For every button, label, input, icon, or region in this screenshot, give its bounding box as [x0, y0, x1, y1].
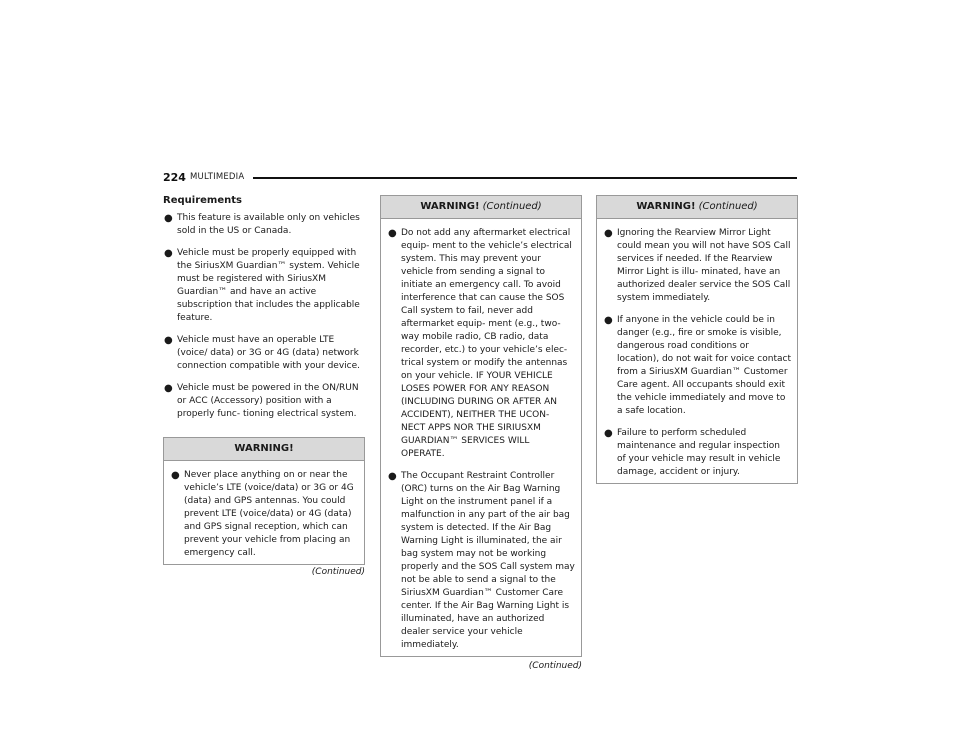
- requirements-heading: Requirements: [163, 195, 242, 206]
- section-title: MULTIMEDIA: [190, 172, 245, 182]
- warning-body: [381, 219, 581, 656]
- header-rule: [253, 177, 797, 179]
- list-item: ● Vehicle must be powered in the ON/RUN or ACC (Accessory) position with a properly func- tioning electrical system.: [164, 383, 359, 419]
- continued-label: (Continued): [528, 661, 582, 671]
- warning-title: WARNING!: [420, 201, 480, 212]
- list-item: ● If anyone in the vehicle could be in danger (e.g., fire or smoke is visible, dangerous road conditions or location), do not wait for voice contact from a SiriusXM Guardian™ Customer Care agent. All occupants should exit the vehicle immediately and move to a safe location.: [604, 315, 791, 416]
- warning-box: [163, 437, 365, 565]
- bullet-icon: ●: [164, 335, 173, 346]
- list-item: ● This feature is available only on vehicles sold in the US or Canada.: [164, 213, 360, 236]
- warning-body: [164, 461, 364, 564]
- bullet-icon: ●: [164, 383, 173, 394]
- list-item: ● Do not add any aftermarket electrical equip- ment to the vehicle’s electrical system. This may prevent your vehicle from sending a signal to initiate an emergency call. To avoid interference that can cause the SOS Call system to fail, never add aftermarket equip- ment (e.g., two-way mobile radio, CB radio, data recorder, etc.) to your vehicle’s elec- trical system or modify the antennas on your vehicle. IF YOUR VEHICLE LOSES POWER FOR ANY REASON (INCLUDING DURING OR AFTER AN ACCIDENT), NEITHER THE UCON- NECT APPS NOR THE SIRIUSXM GUARDIAN™ SERVICES WILL OPERATE.: [388, 228, 572, 459]
- column-3: [596, 195, 798, 484]
- bullet-icon: ●: [388, 228, 397, 239]
- page-header: [163, 171, 797, 187]
- list-item: ● Failure to perform scheduled maintenance and regular inspection of your vehicle may result in vehicle damage, accident or injury.: [604, 428, 781, 477]
- list-item: ● Never place anything on or near the vehicle’s LTE (voice/data) or 3G or 4G (data) and GPS antennas. You could prevent LTE (voice/data) or 4G (data) and GPS signal reception, which can prevent your vehicle from placing an emergency call.: [171, 470, 354, 558]
- warning-continued: (Continued): [698, 201, 758, 212]
- bullet-icon: ●: [388, 471, 397, 482]
- warning-title: WARNING!: [234, 443, 294, 454]
- bullet-icon: ●: [171, 470, 180, 481]
- warning-body: [597, 219, 797, 483]
- warning-box: [380, 195, 582, 657]
- warning-box: [596, 195, 798, 484]
- warning-header: [597, 196, 797, 219]
- list-item: ● The Occupant Restraint Controller (ORC) turns on the Air Bag Warning Light on the instrument panel if a malfunction in any part of the air bag system is detected. If the Air Bag Warning Light is illuminated, the air bag system may not be working properly and the SOS Call system may not be able to send a signal to the SiriusXM Guardian™ Customer Care center. If the Air Bag Warning Light is illuminated, have an authorized dealer service your vehicle immediately.: [388, 471, 575, 650]
- list-item: ● Vehicle must have an operable LTE (voice/ data) or 3G or 4G (data) network connection compatible with your device.: [164, 335, 361, 371]
- bullet-icon: ●: [604, 315, 613, 326]
- bullet-icon: ●: [164, 248, 173, 259]
- warning-header: [381, 196, 581, 219]
- bullet-icon: ●: [604, 228, 613, 239]
- bullet-icon: ●: [164, 213, 173, 224]
- warning-continued: (Continued): [482, 201, 542, 212]
- bullet-icon: ●: [604, 428, 613, 439]
- list-item: ● Ignoring the Rearview Mirror Light could mean you will not have SOS Call services if needed. If the Rearview Mirror Light is illu- minated, have an authorized dealer service the SOS Call system immediately.: [604, 228, 791, 303]
- warning-title: WARNING!: [636, 201, 696, 212]
- list-item: ● Vehicle must be properly equipped with the SiriusXM Guardian™ system. Vehicle must be registered with SiriusXM Guardian™ and have an active subscription that includes the applicable feature.: [164, 248, 360, 323]
- continued-label: (Continued): [311, 567, 365, 577]
- column-2: [380, 195, 582, 671]
- column-1: [163, 195, 365, 577]
- warning-header: [164, 438, 364, 461]
- requirements-list: [163, 212, 365, 421]
- page-number: 224: [163, 171, 186, 184]
